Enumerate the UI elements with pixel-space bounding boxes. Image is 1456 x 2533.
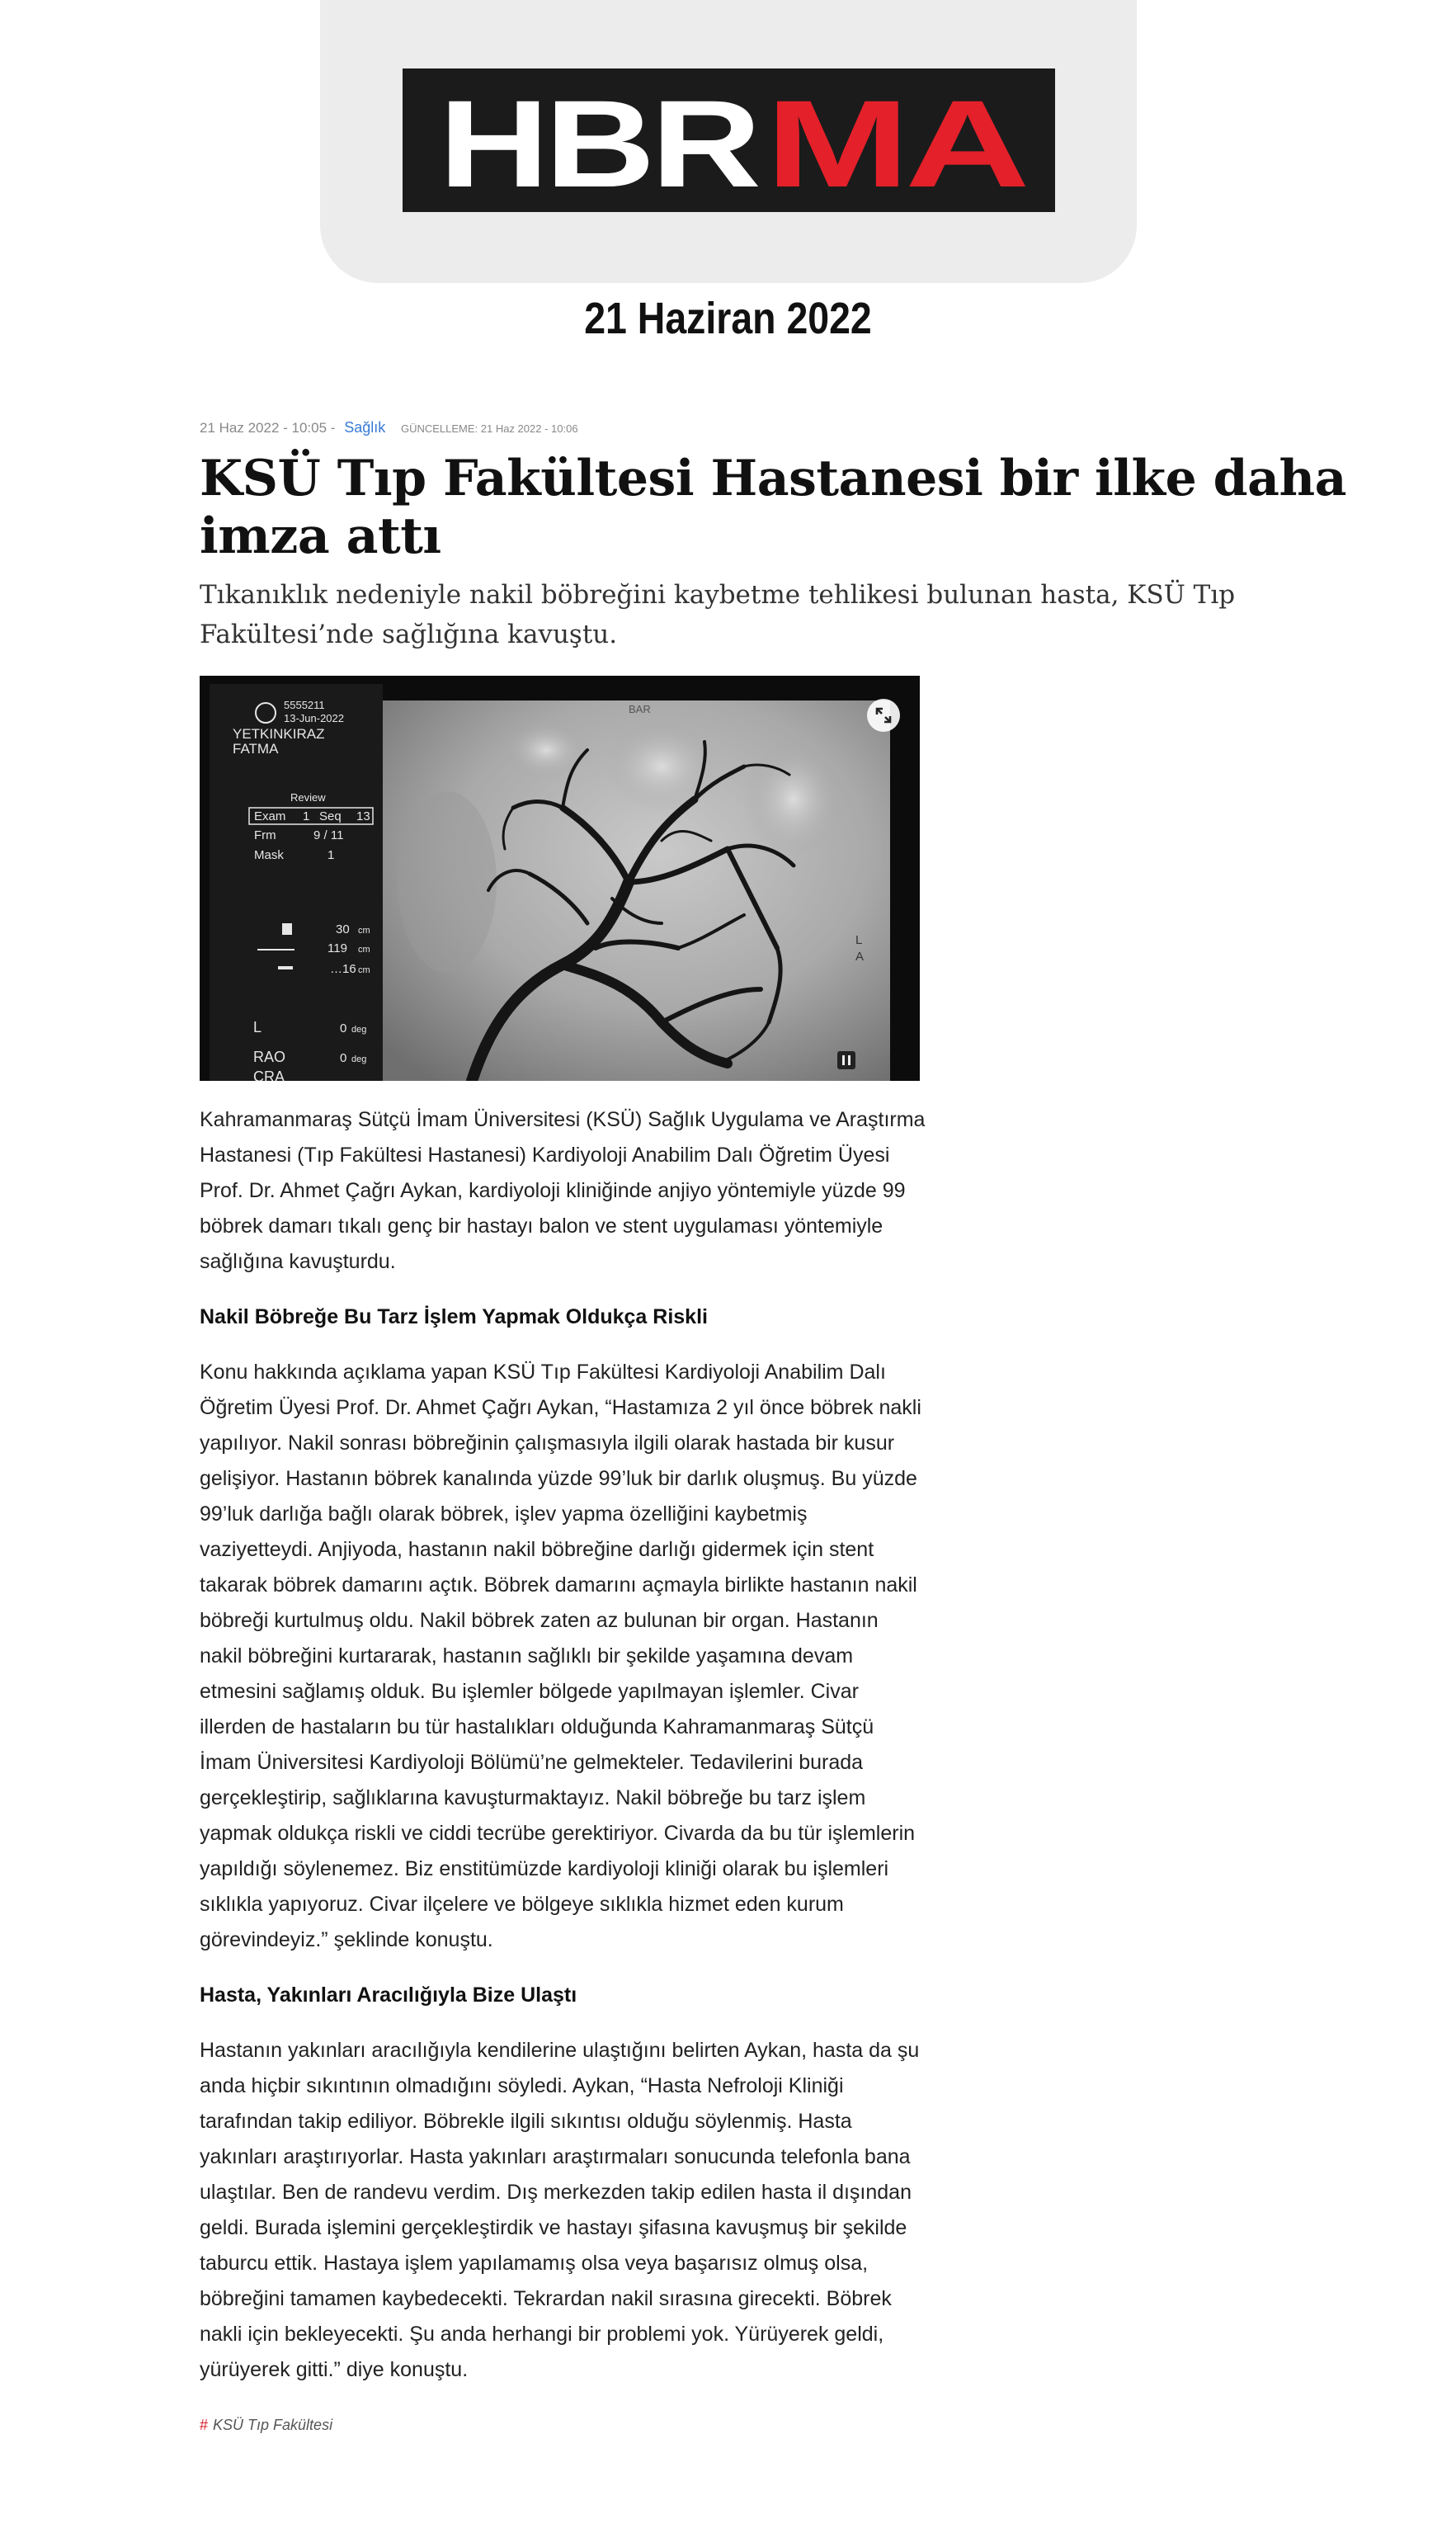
publish-time: 21 Haz 2022 - 10:05 - bbox=[200, 420, 336, 436]
category-link[interactable]: Sağlık bbox=[344, 419, 386, 436]
overlay-unit2: cm bbox=[358, 945, 370, 955]
overlay-seq-val: 13 bbox=[356, 809, 370, 823]
article-title: KSÜ Tıp Fakültesi Hastanesi bir ilke daha imza attı bbox=[200, 450, 1346, 565]
paragraph-2: Konu hakkında açıklama yapan KSÜ Tıp Fakültesi Kardiyoloji Anabilim Dalı Öğretim Üyesi Prof. Dr. Ahmet Çağrı Aykan, “Hastamıza 2 yıl önce böbrek nakli yapılıyor. Nakil sonrası böbreğinin çalışmasıyla ilgili olarak hastada bir kusur gelişiyor. Hastanın böbrek kanalında yüzde 99’luk bir darlık oluşmuş. Bu yüzde 99’luk darlığa bağlı olarak böbrek, işlev yapma özelliğini kaybetmiş vaziyetteydi. Anjiyoda, hastanın nakil böbreğine darlığı gidermek için stent takarak böbrek damarını açtık. Böbrek damarını açmayla birlikte hastanın nakil böbreği kurtulmuş oldu. Nakil böbrek zaten az bulunan bir organ. Hastanın nakil böbreğini kurtararak, hastanın sağlıklı bir şekilde yaşamına devam etmesini sağlamış olduk. Bu işlemler bölgede yapılmayan işlemler. Civar illerden de hastaların bu tür hastalıkları olduğunda Kahramanmaraş Sütçü İmam Üniversitesi Kardiyoloji Bölümü’ne gelmekteler. Tedavilerini burada gerçekleştirip, sağlıklarına kavuşturmaktayız. Nakil böbreğe bu tarz işlem yapmak oldukça riskli ve ciddi tecrübe gerektiriyor. Civarda da bu tür işlemlerin yapıldığı söylenemez. Biz enstitümüzde kardiyoloji kliniği olarak bu işlemleri sıklıkla yapıyoruz. Civar ilçelere ve bölgeye sıklıkla hizmet eden kurum görevindeyiz.” şeklinde konuştu. bbox=[200, 1361, 921, 1951]
overlay-id: 5555211 bbox=[284, 699, 325, 711]
overlay-d3: …16 bbox=[330, 962, 356, 976]
article-body bbox=[200, 1102, 926, 2443]
overlay-deg2: deg bbox=[351, 1054, 367, 1064]
tag-hash: # bbox=[200, 2417, 209, 2433]
article-spot: Tıkanıklık nedeniyle nakil böbreğini kaybetme tehlikesi bulunan hasta, KSÜ Tıp Fakültesi’nde sağlığına kavuştu. bbox=[200, 580, 1236, 649]
overlay-exam-val: 1 bbox=[303, 809, 310, 823]
article-tags bbox=[200, 2408, 926, 2443]
overlay-cra: CRA bbox=[253, 1068, 285, 1081]
subheading-1: Nakil Böbreğe Bu Tarz İşlem Yapmak Oldukça Riskli bbox=[200, 1305, 708, 1328]
update-time: GÜNCELLEME: 21 Haz 2022 - 10:06 bbox=[400, 422, 578, 435]
angiography-image bbox=[200, 676, 920, 1081]
overlay-date: 13-Jun-2022 bbox=[284, 712, 344, 724]
overlay-l-val: 0 bbox=[340, 1021, 347, 1035]
pause-icon bbox=[837, 1051, 855, 1069]
overlay-d1: 30 bbox=[336, 922, 350, 936]
overlay-mask: Mask bbox=[254, 848, 284, 862]
paragraph-3: Hastanın yakınları aracılığıyla kendilerine ulaştığını belirten Aykan, hasta da şu anda hiçbir sıkıntının olmadığını söyledi. Aykan, “Hasta Nefroloji Kliniği tarafından takip ediliyor. Böbrekle ilgili sıkıntısı olduğu söylenmiş. Hasta yakınları araştırıyorlar. Hasta yakınları araştırmaları sonucunda telefonla bana ulaştılar. Ben de randevu verdim. Dış merkezden takip edilen hasta il dışından geldi. Burada işlemini gerçekleştirdik ve hastayı şifasına kavuşmuş bir şekilde taburcu ettik. Hastaya işlem yapılamamış olsa veya başarısız olmuş olsa, böbreğini tamamen kaybedecekti. Tekrardan nakil sırasına girecekti. Böbrek nakli için bekleyecekti. Şu anda herhangi bir problemi yok. Yürüyerek geldi, yürüyerek gitti.” diye konuştu. bbox=[200, 2039, 920, 2381]
overlay-review: Review bbox=[290, 791, 326, 804]
article bbox=[200, 417, 1355, 2443]
paragraph-1: Kahramanmaraş Sütçü İmam Üniversitesi (KSÜ) Sağlık Uygulama ve Araştırma Hastanesi (Tıp Fakültesi Hastanesi) Kardiyoloji Anabilim Dalı Öğretim Üyesi Prof. Dr. Ahmet Çağrı Aykan, kardiyoloji kliniğinde anjiyo yöntemiyle yüzde 99 böbrek damarı tıkalı genç bir hastayı balon ve stent uygulaması yöntemiyle sağlığına kavuşturdu. bbox=[200, 1108, 926, 1273]
overlay-rao: RAO bbox=[253, 1049, 286, 1065]
overlay-mask-val: 1 bbox=[327, 848, 335, 862]
overlay-side1: L bbox=[855, 933, 863, 947]
overlay-top: BAR bbox=[629, 703, 651, 715]
overlay-frm-val: 9 / 11 bbox=[313, 828, 344, 842]
logo-text-ma: MA bbox=[766, 74, 1026, 212]
overlay-deg1: deg bbox=[351, 1025, 367, 1035]
expand-image-button[interactable] bbox=[867, 699, 900, 732]
overlay-seq: Seq bbox=[319, 809, 342, 823]
masthead bbox=[320, 0, 1137, 283]
overlay-frm: Frm bbox=[254, 828, 276, 842]
tag-link[interactable]: KSÜ Tıp Fakültesi bbox=[213, 2417, 333, 2433]
overlay-exam: Exam bbox=[254, 809, 286, 823]
expand-icon bbox=[874, 706, 893, 724]
overlay-name2: FATMA bbox=[233, 741, 279, 757]
logo-text-hbr: HBR bbox=[439, 74, 760, 212]
overlay-name1: YETKINKIRAZ bbox=[233, 726, 325, 742]
logo-wordmark bbox=[403, 68, 1055, 212]
overlay-rao-val: 0 bbox=[340, 1051, 347, 1065]
subheading-2: Hasta, Yakınları Aracılığıyla Bize Ulaştı bbox=[200, 1983, 577, 2007]
site-logo[interactable] bbox=[403, 68, 1055, 212]
overlay-side2: A bbox=[855, 950, 865, 964]
overlay-unit3: cm bbox=[358, 965, 370, 975]
article-image[interactable] bbox=[200, 676, 920, 1081]
overlay-d2: 119 bbox=[327, 941, 347, 955]
overlay-l: L bbox=[253, 1019, 262, 1035]
article-meta bbox=[200, 417, 1355, 438]
overlay-unit1: cm bbox=[358, 926, 370, 936]
edition-date: 21 Haziran 2022 bbox=[584, 294, 872, 343]
